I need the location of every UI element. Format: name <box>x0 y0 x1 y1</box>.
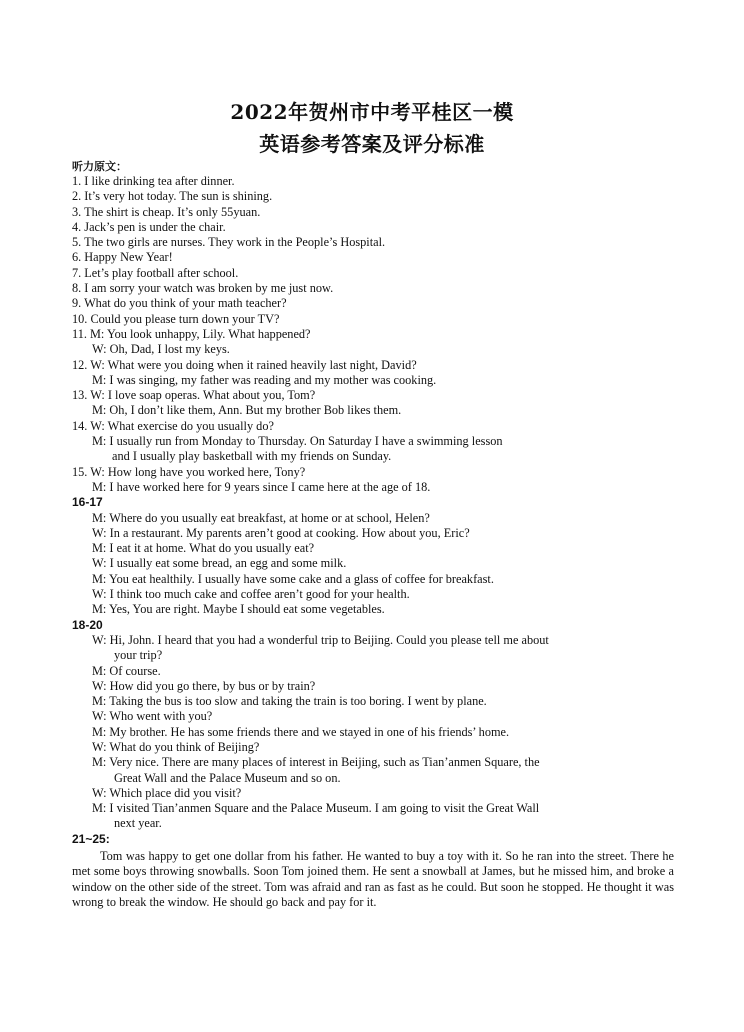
transcript-line: W: I think too much cake and coffee aren’t good for your health. <box>92 587 410 602</box>
document-title: 2022年贺州市中考平桂区一模 <box>230 100 514 124</box>
transcript-line: 5. The two girls are nurses. They work in the People’s Hospital. <box>72 235 386 250</box>
section-label: 听力原文： <box>72 160 127 173</box>
transcript-line: M: Oh, I don’t like them, Ann. But my brother Bob likes them. <box>92 403 402 418</box>
transcript-line: W: How did you go there, by bus or by train? <box>92 678 316 693</box>
transcript-line: 12. W: What were you doing when it rained heavily last night, David? <box>72 357 417 372</box>
transcript-line: 2. It’s very hot today. The sun is shining. <box>72 189 273 204</box>
transcript-line: W: Oh, Dad, I lost my keys. <box>92 342 230 357</box>
transcript-line: and I usually play basketball with my friends on Sunday. <box>112 449 392 464</box>
transcript-line: M: Of course. <box>92 663 161 678</box>
transcript-line: M: I usually run from Monday to Thursday. On Saturday I have a swimming lesson <box>92 434 503 449</box>
transcript <box>72 174 692 847</box>
transcript-line: 10. Could you please turn down your TV? <box>72 311 280 326</box>
transcript-line: W: Who went with you? <box>92 709 213 724</box>
transcript-line: M: My brother. He has some friends there and we stayed in one of his friends’ home. <box>92 724 510 739</box>
transcript-line: 3. The shirt is cheap. It’s only 55yuan. <box>72 204 261 219</box>
transcript-line: W: What do you think of Beijing? <box>92 739 260 754</box>
document-subtitle: 英语参考答案及评分标准 <box>259 132 485 156</box>
transcript-line: 8. I am sorry your watch was broken by me just now. <box>72 281 334 296</box>
transcript-line: 7. Let’s play football after school. <box>72 265 239 280</box>
transcript-line: 13. W: I love soap operas. What about you, Tom? <box>72 388 316 403</box>
dialogue-heading: 16-17 <box>72 495 103 510</box>
transcript-line: next year. <box>114 816 162 831</box>
transcript-line: M: I have worked here for 9 years since I came here at the age of 18. <box>92 479 431 494</box>
passage-paragraph: Tom was happy to get one dollar from his father. He wanted to buy a toy with it. So he ran into the street. There he met some boys throwing snowballs. Soon Tom joined them. He sent a snowball at James, but he missed him, and broke a window on the other side of the street. Tom was afraid and ran as fast as he could. But soon he stopped. He thought it was wrong to break the window. He should go back and pay for it. <box>72 849 674 909</box>
transcript-line: M: You eat healthily. I usually have some cake and a glass of coffee for breakfast. <box>92 571 494 586</box>
transcript-line: 1. I like drinking tea after dinner. <box>72 174 235 188</box>
transcript-line: M: I visited Tian’anmen Square and the Palace Museum. I am going to visit the Great Wall <box>92 801 540 816</box>
transcript-line: M: Where do you usually eat breakfast, at home or at school, Helen? <box>92 510 430 525</box>
transcript-line: 11. M: You look unhappy, Lily. What happened? <box>72 326 311 341</box>
transcript-line: M: Taking the bus is too slow and taking the train is too boring. I went by plane. <box>92 694 487 709</box>
transcript-line: 9. What do you think of your math teacher? <box>72 296 287 311</box>
transcript-line: 4. Jack’s pen is under the chair. <box>72 219 226 234</box>
transcript-line: 6. Happy New Year! <box>72 250 173 265</box>
transcript-line: W: In a restaurant. My parents aren’t good at cooking. How about you, Eric? <box>92 525 470 540</box>
transcript-line: W: Hi, John. I heard that you had a wonderful trip to Beijing. Could you please tell me about <box>92 632 549 647</box>
transcript-line: M: I eat it at home. What do you usually eat? <box>92 541 315 556</box>
dialogue-heading: 21~25: <box>72 831 110 846</box>
transcript-line: your trip? <box>114 648 163 663</box>
transcript-line: Great Wall and the Palace Museum and so on. <box>114 770 341 785</box>
dialogue-heading: 18-20 <box>72 617 103 632</box>
transcript-line: M: Yes, You are right. Maybe I should eat some vegetables. <box>92 602 385 617</box>
transcript-line: M: I was singing, my father was reading and my mother was cooking. <box>92 372 437 387</box>
transcript-line: W: I usually eat some bread, an egg and some milk. <box>92 556 347 571</box>
transcript-line: W: Which place did you visit? <box>92 785 242 800</box>
transcript-line: 14. W: What exercise do you usually do? <box>72 418 274 433</box>
transcript-line: 15. W: How long have you worked here, Tony? <box>72 464 306 479</box>
transcript-line: M: Very nice. There are many places of interest in Beijing, such as Tian’anmen Square, the <box>92 755 540 770</box>
